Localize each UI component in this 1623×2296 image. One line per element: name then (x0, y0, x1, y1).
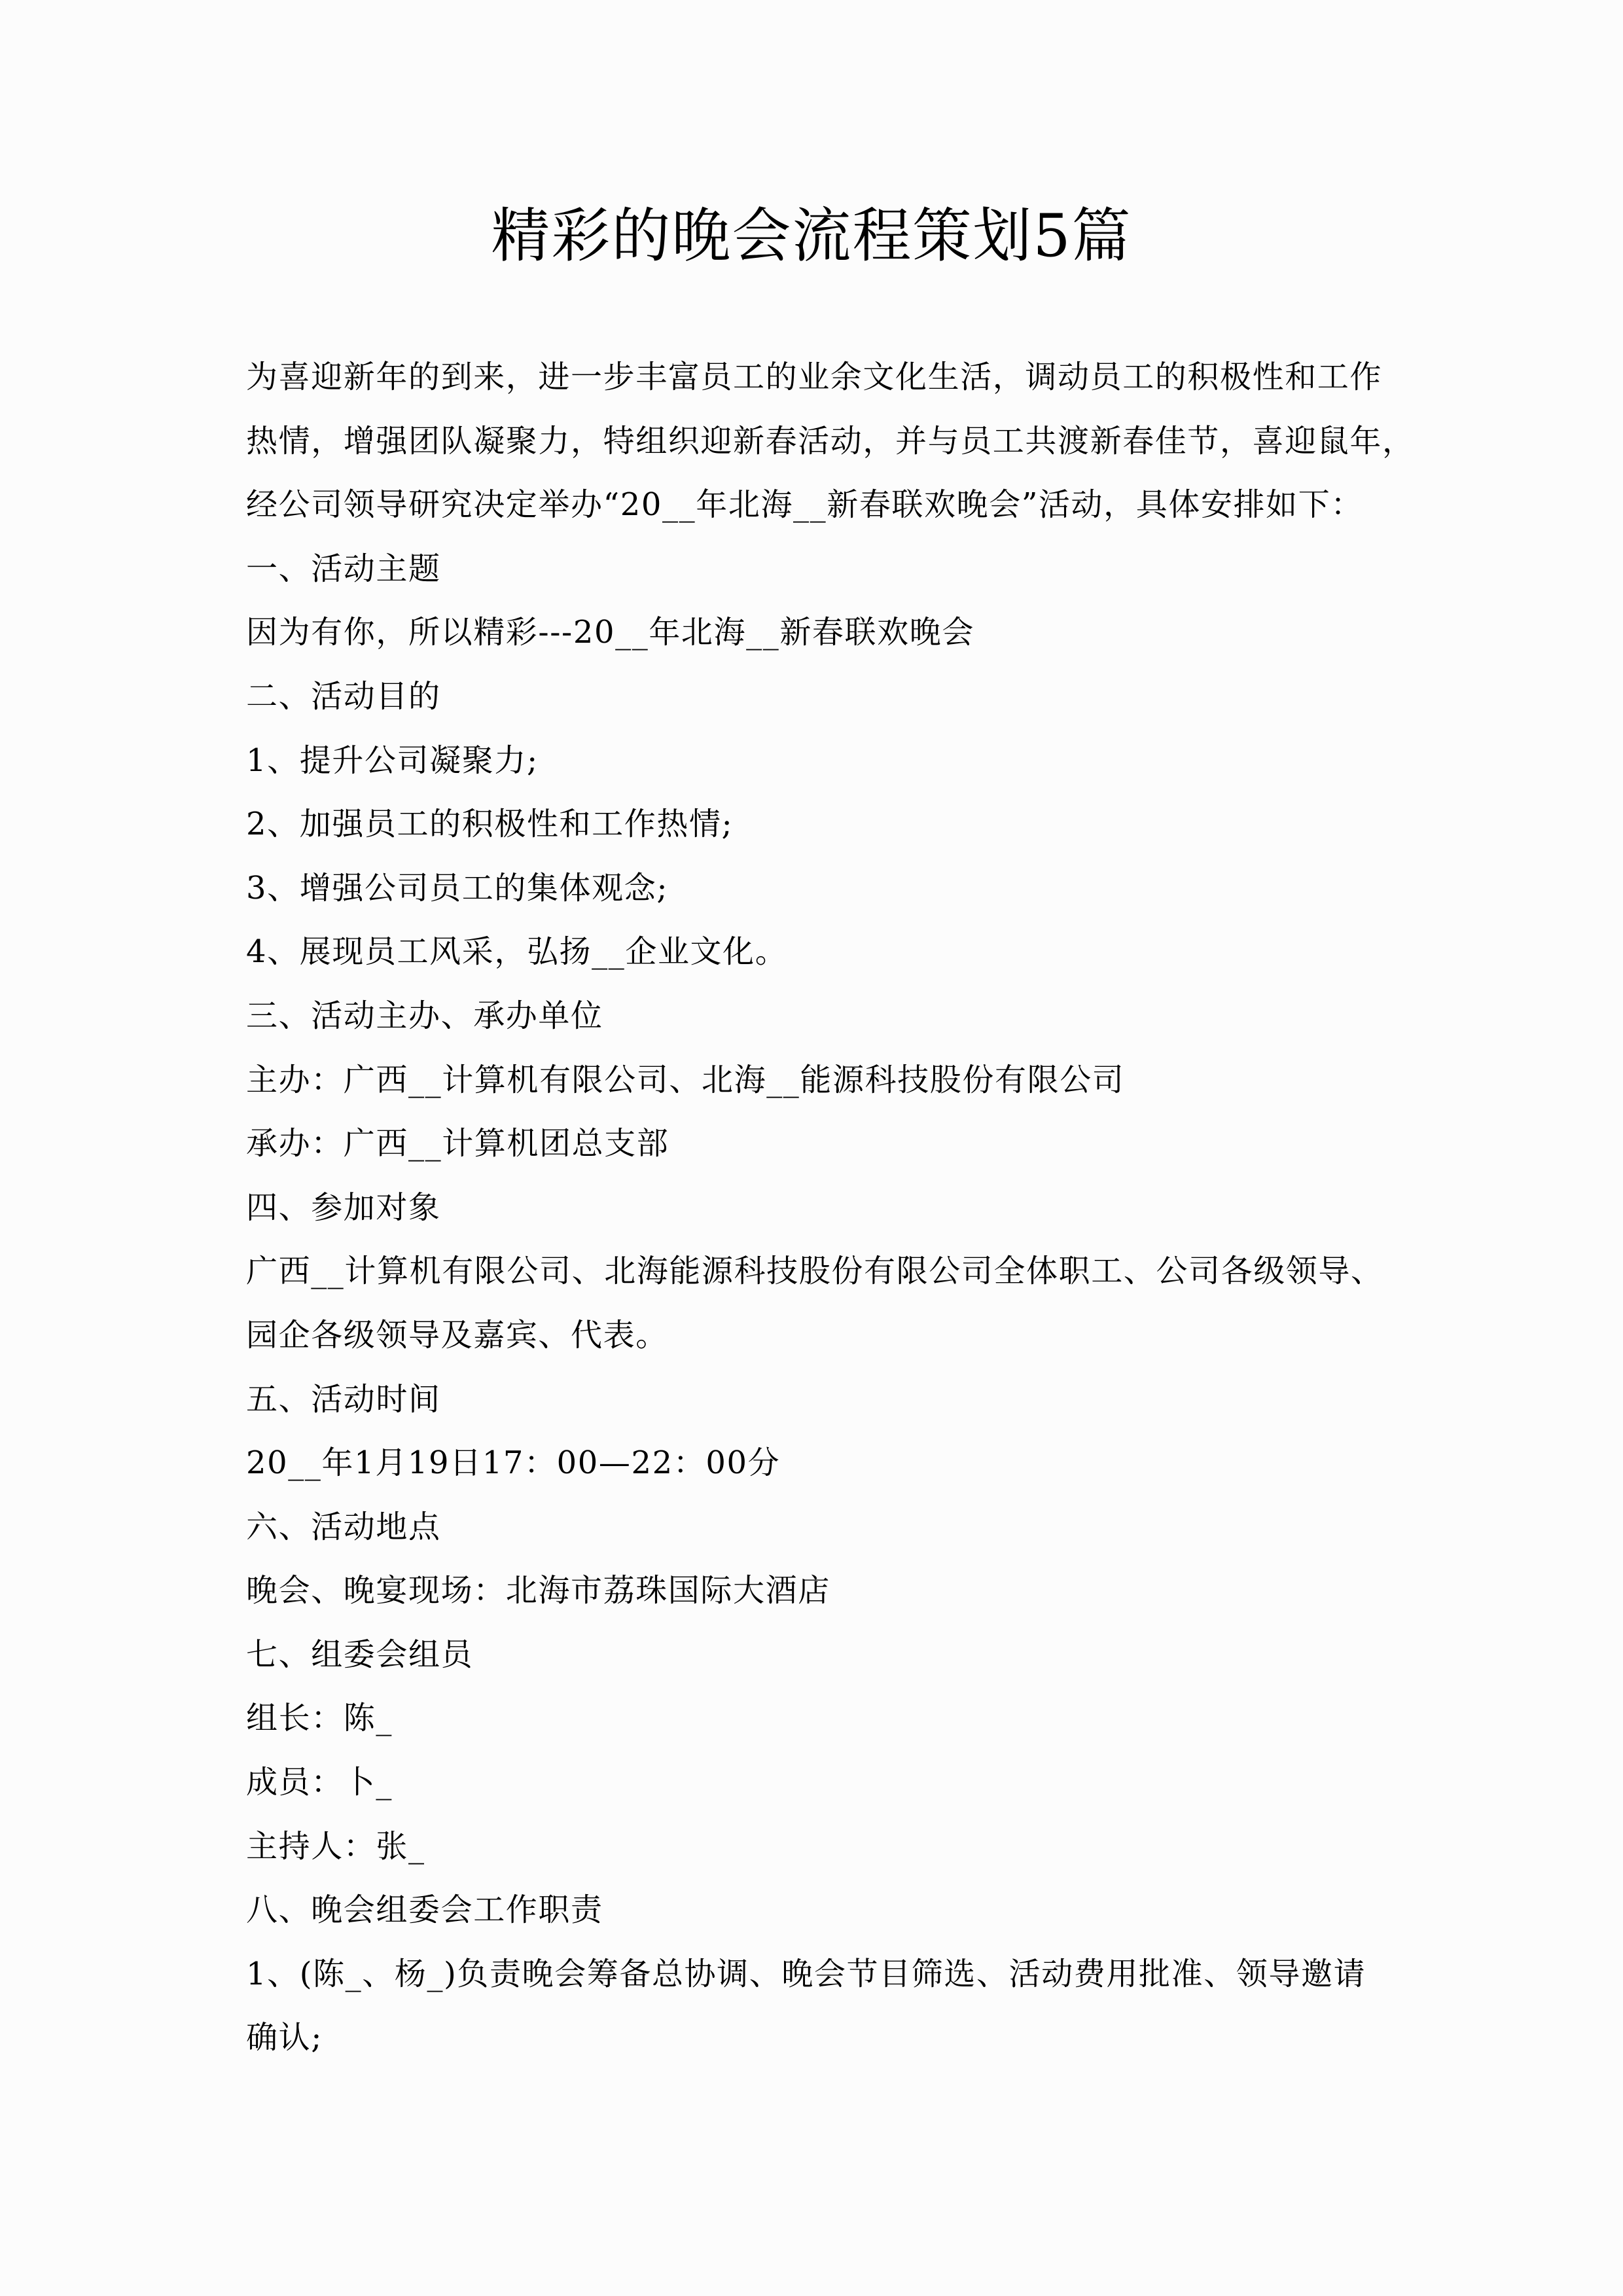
section-heading-duties: 八、晚会组委会工作职责 (246, 1892, 603, 1929)
document-title: 精彩的晚会流程策划5篇 (491, 202, 1132, 270)
purpose-item-1: 1、提升公司凝聚力; (246, 742, 539, 779)
purpose-item-4: 4、展现员工风采，弘扬__企业文化。 (246, 933, 788, 971)
intro-paragraph-line-2: 热情，增强团队凝聚力，特组织迎新春活动，并与员工共渡新春佳节，喜迎鼠年， (246, 422, 1415, 459)
section-heading-participants: 四、参加对象 (246, 1189, 441, 1226)
event-location: 晚会、晚宴现场：北海市荔珠国际大酒店 (246, 1572, 830, 1609)
duty-item-1-line-2: 确认; (246, 2019, 323, 2056)
participants-line-2: 园企各级领导及嘉宾、代表。 (246, 1316, 668, 1354)
committee-host: 主持人：张_ (246, 1827, 425, 1865)
organizer-host: 主办：广西__计算机有限公司、北海__能源科技股份有限公司 (246, 1061, 1125, 1098)
purpose-item-3: 3、增强公司员工的集体观念; (246, 869, 669, 906)
intro-paragraph-line-3: 经公司领导研究决定举办“20__年北海__新春联欢晚会”活动，具体安排如下： (246, 486, 1363, 524)
section-heading-location: 六、活动地点 (246, 1508, 441, 1545)
committee-member: 成员：卜_ (246, 1764, 393, 1801)
section-heading-theme: 一、活动主题 (246, 550, 441, 587)
organizer-undertaker: 承办：广西__计算机团总支部 (246, 1125, 669, 1162)
document-body (246, 346, 1415, 2070)
participants-line-1: 广西__计算机有限公司、北海能源科技股份有限公司全体职工、公司各级领导、 (246, 1253, 1383, 1290)
purpose-item-2: 2、加强员工的积极性和工作热情; (246, 806, 734, 843)
committee-leader: 组长：陈_ (246, 1700, 393, 1737)
intro-paragraph-line-1: 为喜迎新年的到来，进一步丰富员工的业余文化生活，调动员工的积极性和工作 (246, 359, 1383, 395)
section-heading-purpose: 二、活动目的 (246, 677, 441, 715)
section-heading-organizers: 三、活动主办、承办单位 (246, 997, 603, 1034)
section-heading-committee: 七、组委会组员 (246, 1636, 474, 1673)
section-heading-time: 五、活动时间 (246, 1380, 441, 1418)
duty-item-1-line-1: 1、(陈_、杨_)负责晚会筹备总协调、晚会节目筛选、活动费用批准、领导邀请 (246, 1955, 1366, 1992)
event-time: 20__年1月19日17：00—22：00分 (246, 1444, 781, 1482)
theme-text: 因为有你，所以精彩---20__年北海__新春联欢晚会 (246, 614, 974, 651)
